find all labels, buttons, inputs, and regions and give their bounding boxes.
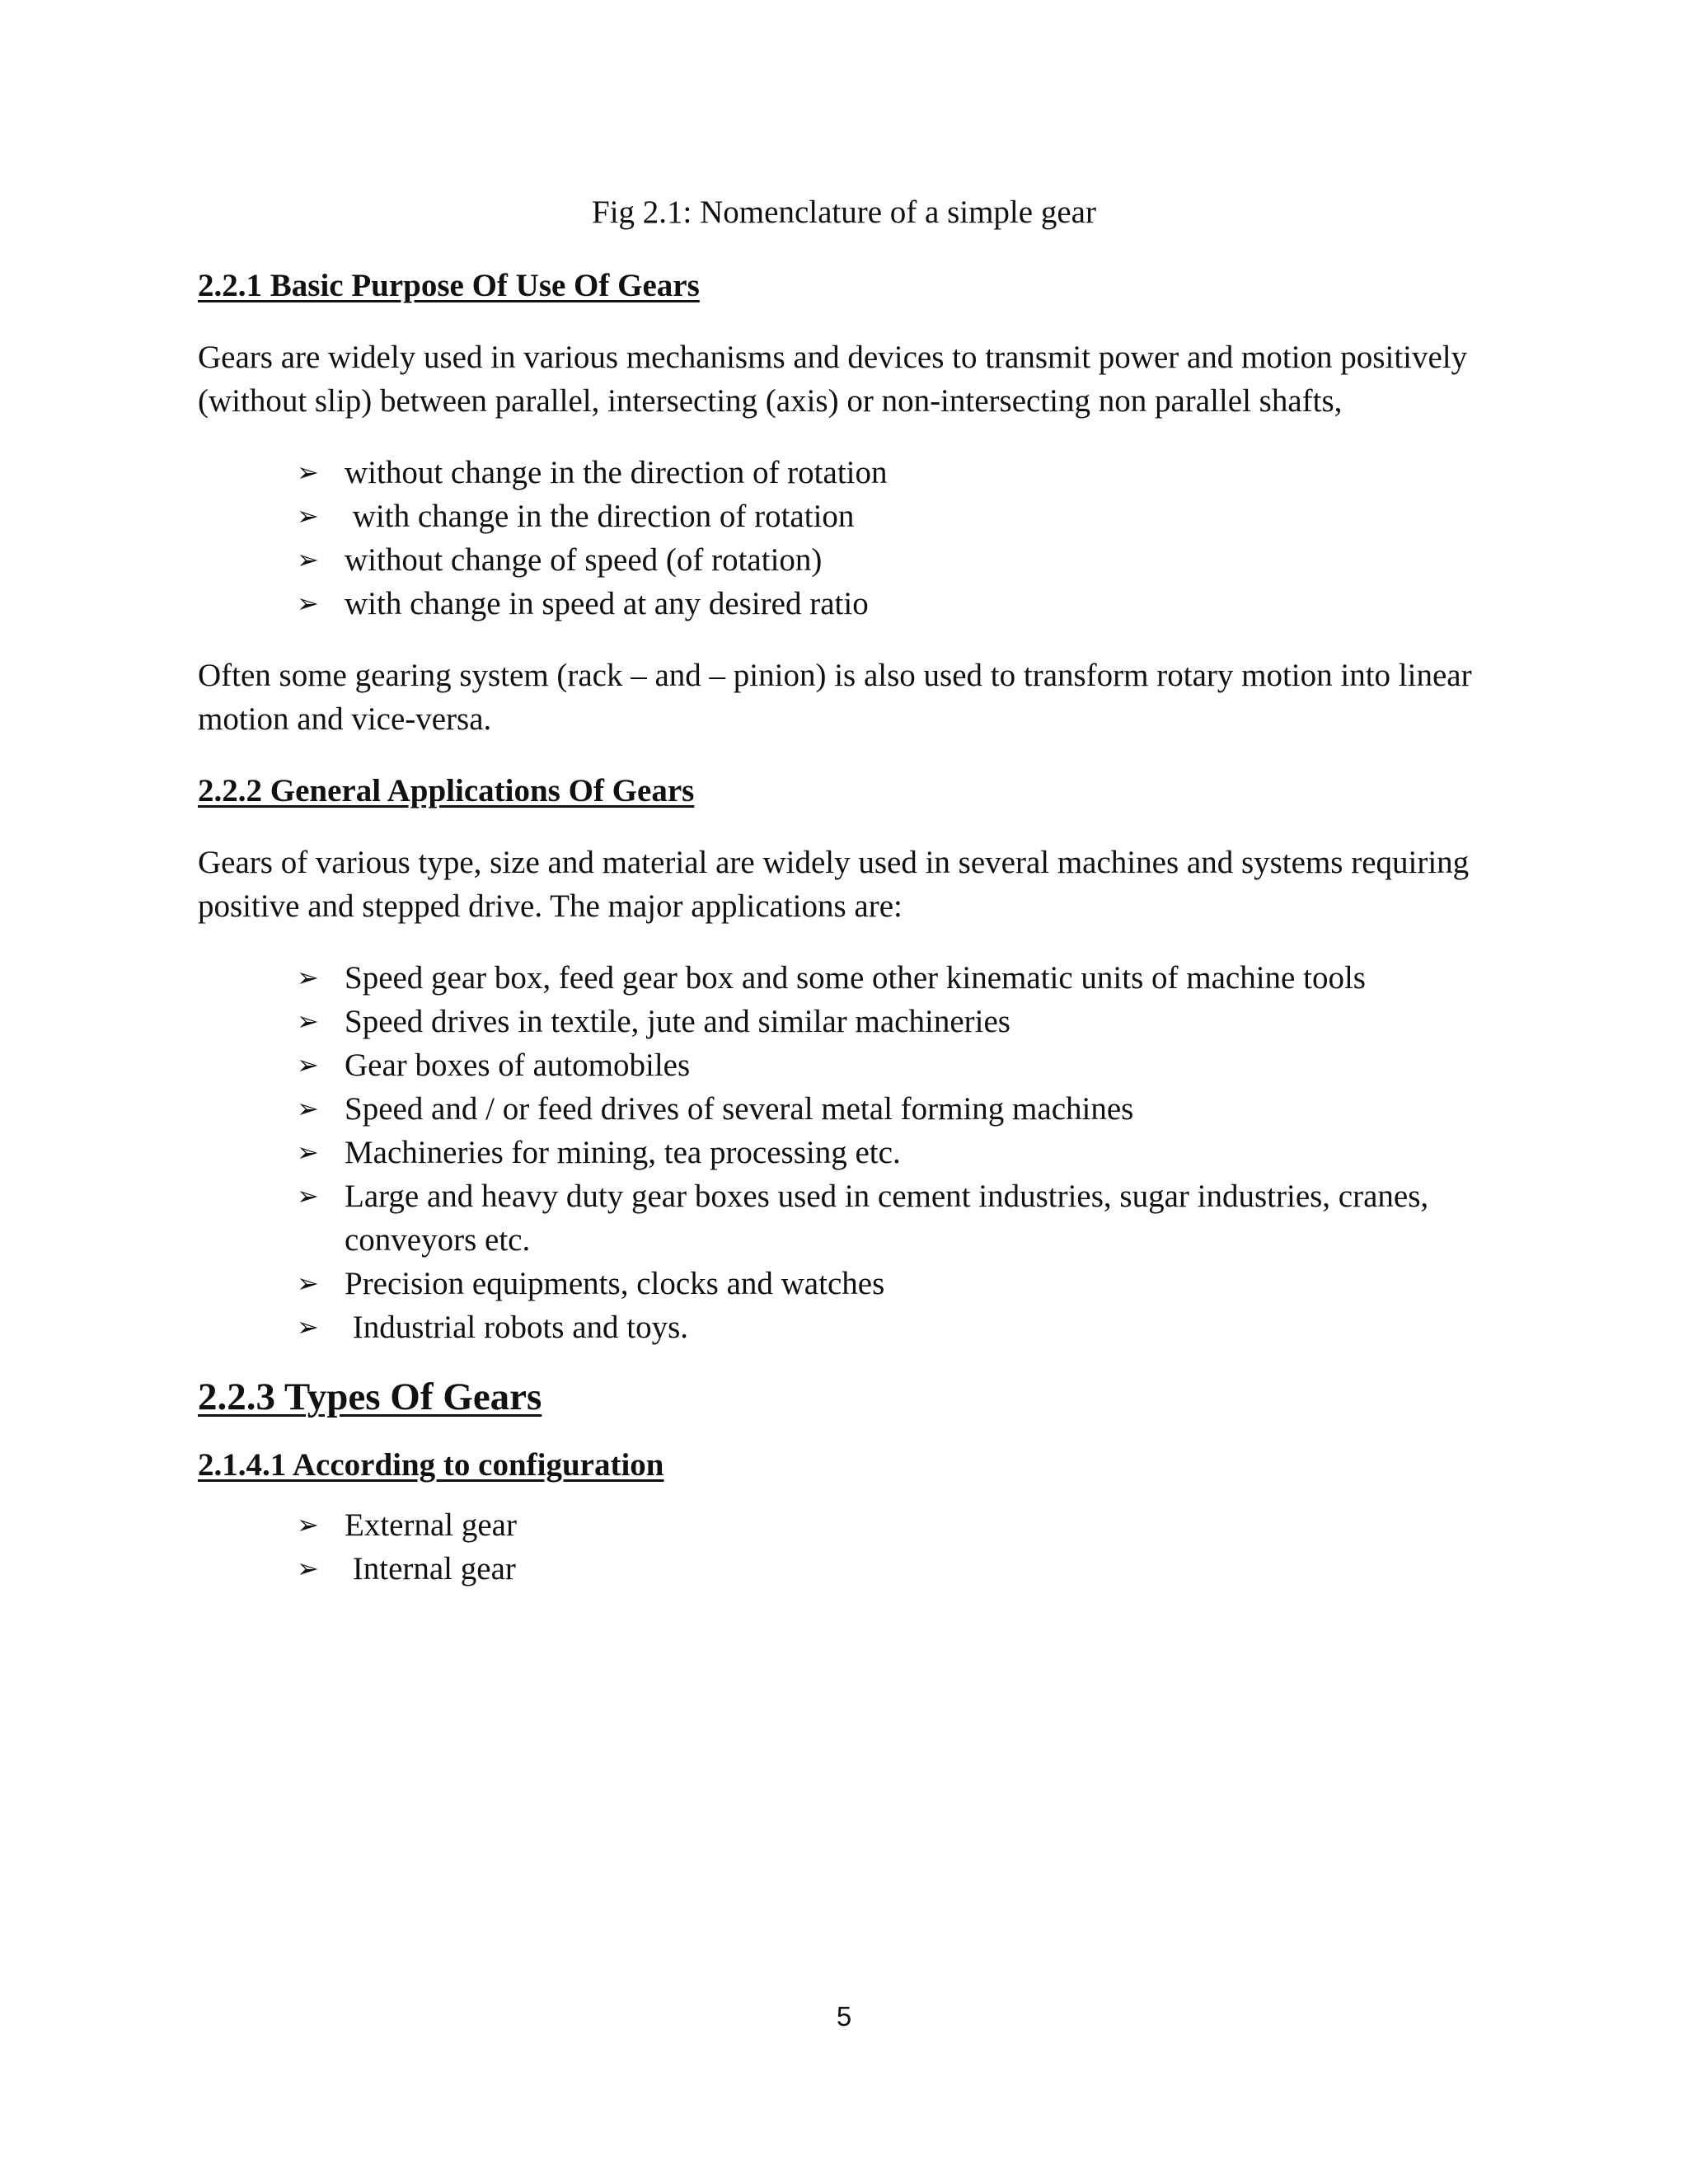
list-item-text: Speed and / or feed drives of several metal forming machines — [345, 1091, 1134, 1127]
list-item-text: External gear — [345, 1507, 517, 1543]
section-heading-general-applications: 2.2.2 General Applications Of Gears — [198, 773, 695, 808]
list-item — [297, 538, 1484, 582]
list-item — [297, 582, 1484, 626]
list-item — [297, 1547, 1484, 1591]
list-item-text: Internal gear — [345, 1551, 516, 1586]
page-number: 5 — [836, 2001, 852, 2032]
list-item — [297, 1262, 1484, 1305]
section-heading-basic-purpose: 2.2.1 Basic Purpose Of Use Of Gears — [198, 268, 700, 303]
bullet-list-applications — [198, 956, 1484, 1349]
arrow-bullet-icon: ➢ — [297, 588, 319, 619]
arrow-bullet-icon: ➢ — [297, 1137, 319, 1168]
list-item — [297, 1305, 1484, 1349]
list-item — [297, 1087, 1484, 1131]
list-item — [297, 1503, 1484, 1547]
list-item-text: Precision equipments, clocks and watches — [345, 1266, 885, 1301]
list-item — [297, 1043, 1484, 1087]
list-item-text: Speed gear box, feed gear box and some other kinematic units of machine tools — [345, 960, 1366, 996]
arrow-bullet-icon: ➢ — [297, 1553, 319, 1584]
bullet-list-configuration — [198, 1503, 1484, 1591]
arrow-bullet-icon: ➢ — [297, 1005, 319, 1037]
arrow-bullet-icon: ➢ — [297, 1509, 319, 1540]
section-heading-according-to-configuration: 2.1.4.1 According to configuration — [198, 1447, 664, 1483]
list-item-text: Large and heavy duty gear boxes used in cement industries, sugar industries, cranes, conveyors etc. — [345, 1179, 1429, 1258]
arrow-bullet-icon: ➢ — [297, 500, 319, 532]
page-content — [198, 264, 1484, 1619]
list-item-text: Machineries for mining, tea processing etc. — [345, 1135, 901, 1170]
list-item — [297, 1131, 1484, 1174]
section-heading-types-of-gears: 2.2.3 Types Of Gears — [198, 1376, 542, 1418]
list-item — [297, 1174, 1484, 1262]
list-item-text: Gear boxes of automobiles — [345, 1047, 691, 1083]
list-item — [297, 494, 1484, 538]
list-item-text: Industrial robots and toys. — [345, 1310, 689, 1345]
figure-caption: Fig 2.1: Nomenclature of a simple gear — [592, 194, 1096, 230]
list-item — [297, 1000, 1484, 1043]
arrow-bullet-icon: ➢ — [297, 1268, 319, 1299]
list-item-text: without change of speed (of rotation) — [345, 542, 823, 578]
arrow-bullet-icon: ➢ — [297, 544, 319, 575]
arrow-bullet-icon: ➢ — [297, 1180, 319, 1212]
list-item-text: with change in speed at any desired ratio — [345, 586, 869, 621]
arrow-bullet-icon: ➢ — [297, 1049, 319, 1080]
paragraph-rack-and-pinion: Often some gearing system (rack – and – pinion) is also used to transform rotary motion into linear motion and vice-versa. — [198, 658, 1472, 737]
paragraph-basic-purpose-intro: Gears are widely used in various mechanisms and devices to transmit power and motion positively (without slip) between parallel, intersecting (axis) or non-intersecting non parallel shafts, — [198, 340, 1468, 419]
arrow-bullet-icon: ➢ — [297, 457, 319, 488]
list-item-text: without change in the direction of rotation — [345, 455, 888, 490]
list-item-text: Speed drives in textile, jute and similar machineries — [345, 1004, 1010, 1039]
list-item — [297, 451, 1484, 494]
bullet-list-rotation — [198, 451, 1484, 626]
list-item-text: with change in the direction of rotation — [345, 499, 855, 534]
paragraph-general-applications-intro: Gears of various type, size and material are widely used in several machines and systems requiring positive and stepped drive. The major applications are: — [198, 845, 1470, 924]
list-item — [297, 956, 1484, 1000]
arrow-bullet-icon: ➢ — [297, 1311, 319, 1343]
arrow-bullet-icon: ➢ — [297, 1093, 319, 1124]
arrow-bullet-icon: ➢ — [297, 962, 319, 993]
